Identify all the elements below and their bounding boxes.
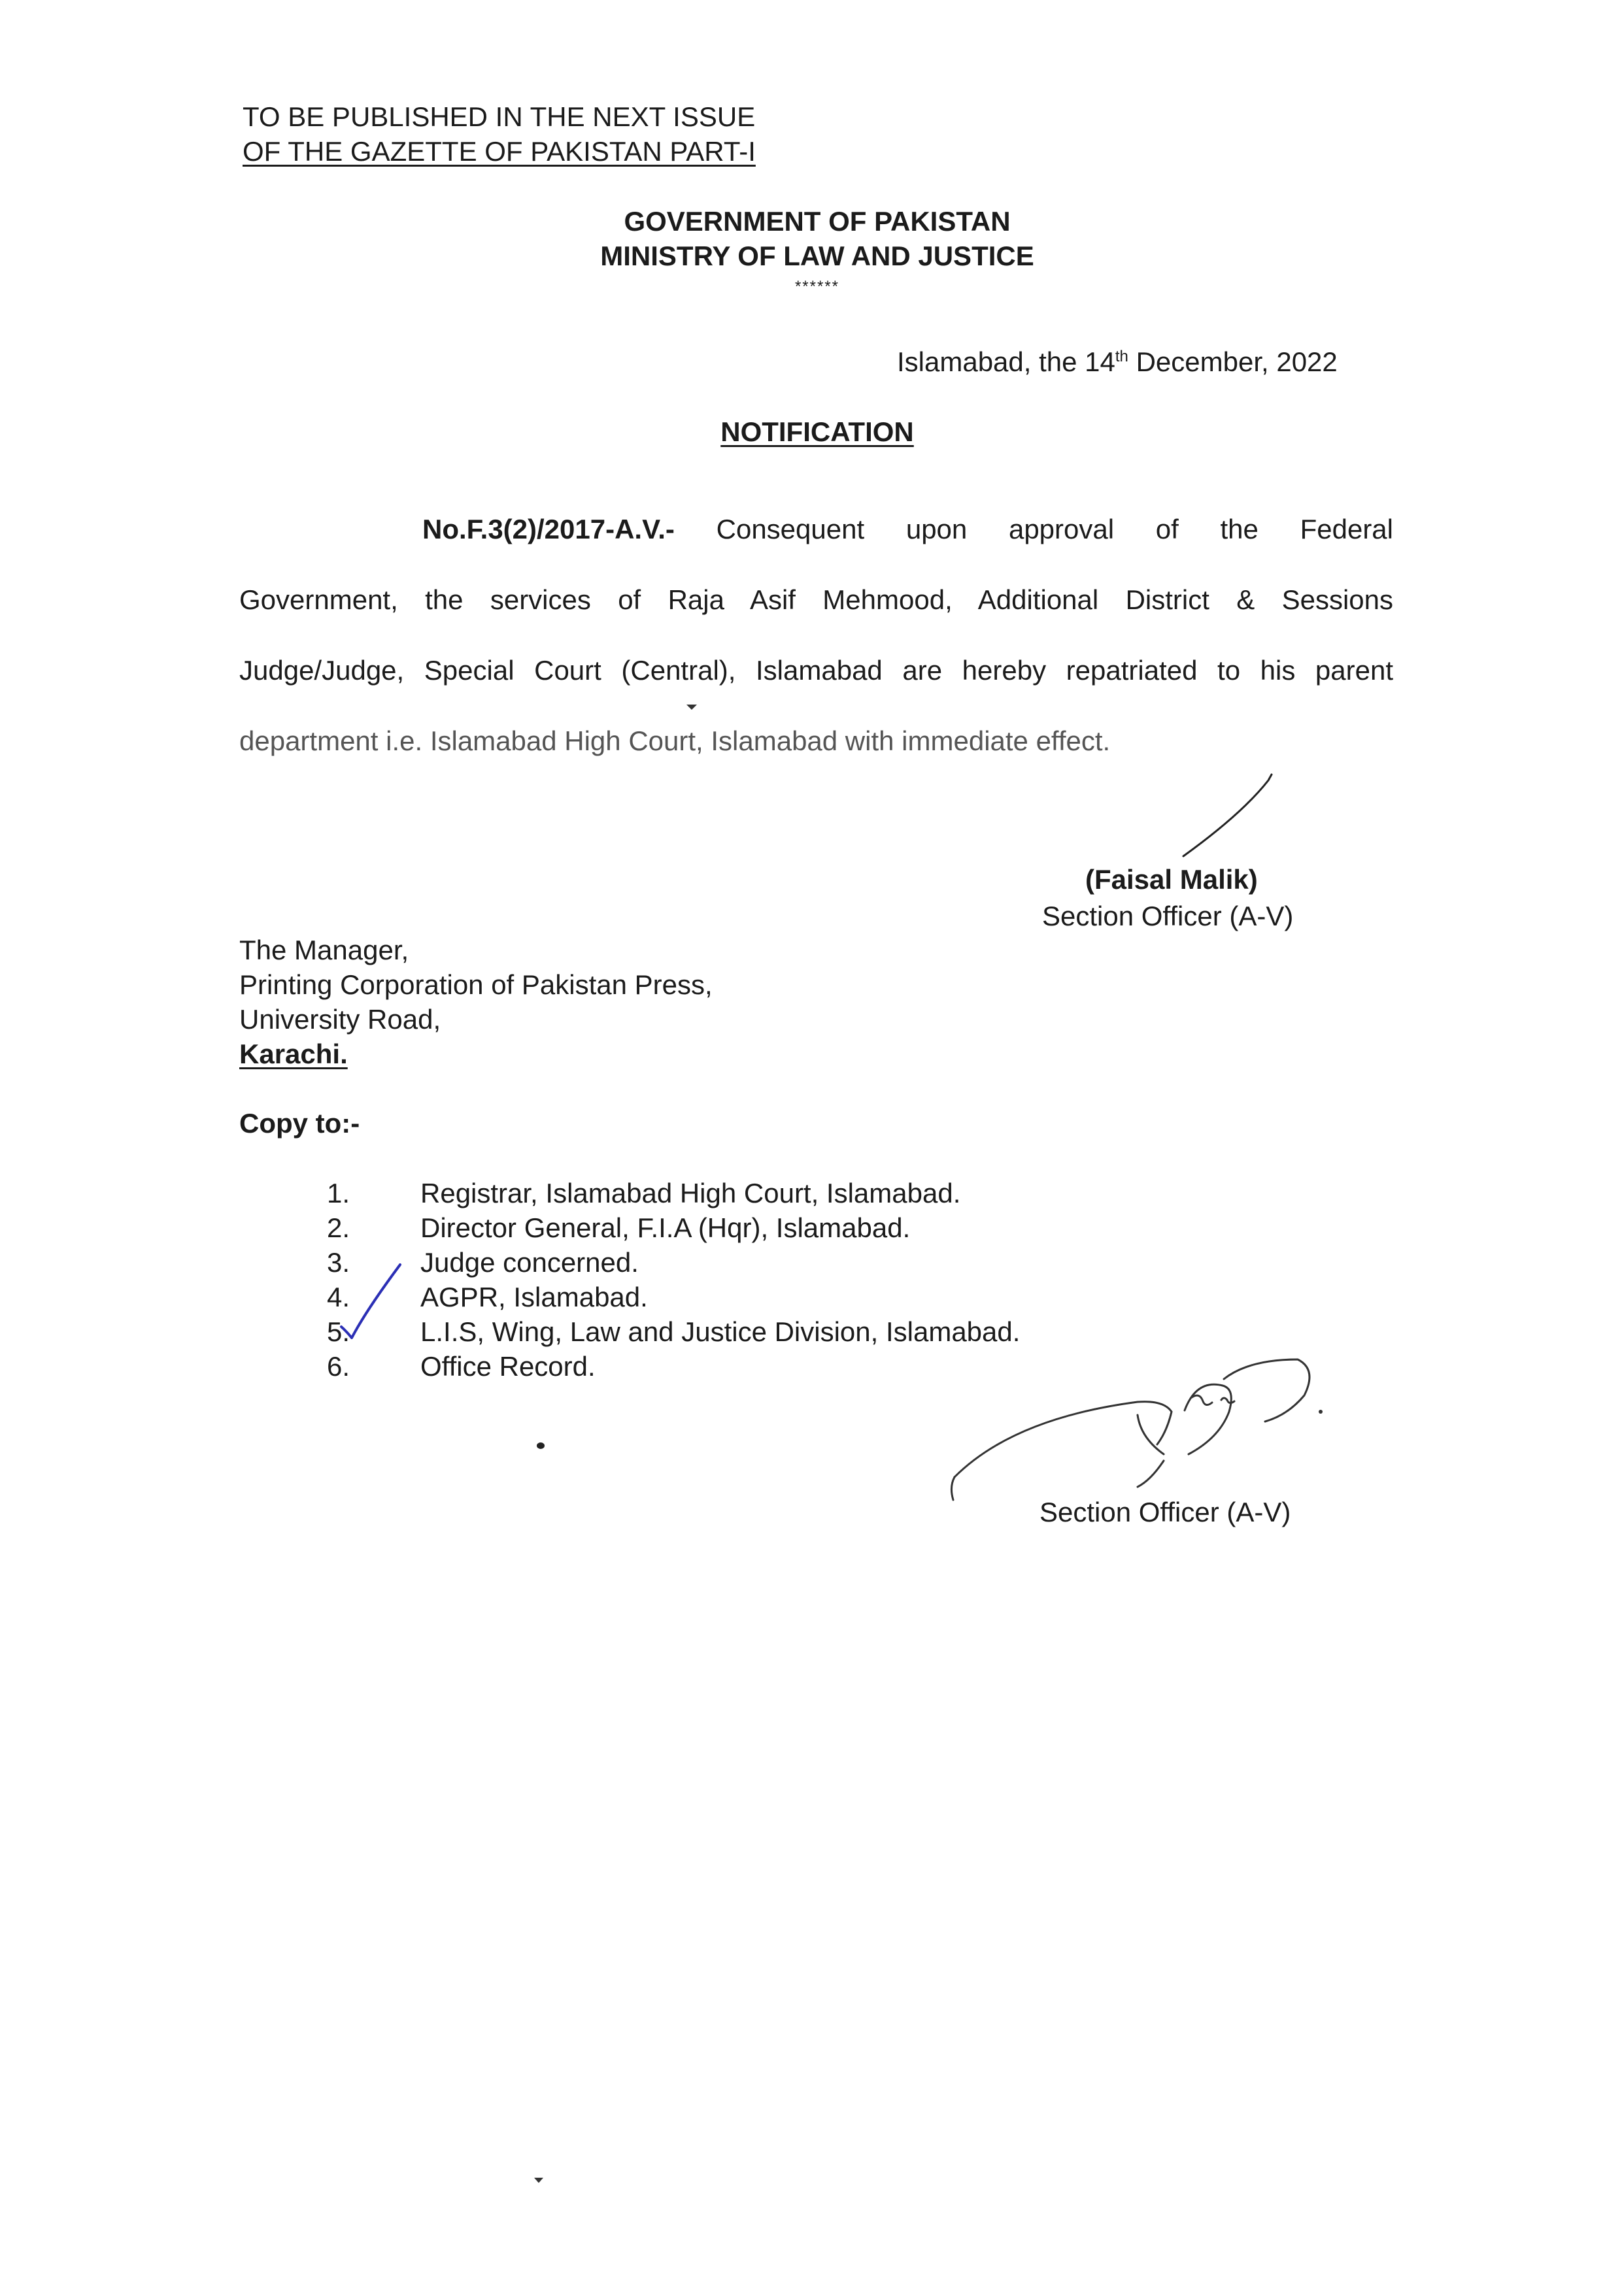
date-suffix: th	[1115, 348, 1128, 365]
scan-mark	[533, 2176, 545, 2184]
body-line-4: department i.e. Islamabad High Court, Islamabad with immediate effect.	[239, 725, 1111, 756]
list-item-number: 1.	[327, 1178, 350, 1208]
list-item-text: AGPR, Islamabad.	[420, 1282, 648, 1312]
signature-stroke	[1144, 771, 1275, 869]
header-separator: ******	[794, 278, 840, 295]
date-rest: December, 2022	[1128, 346, 1338, 377]
notification-body	[239, 510, 1393, 758]
list-item-number: 3.	[327, 1247, 350, 1278]
date-prefix: Islamabad, the 14	[897, 346, 1115, 377]
addressee-line-3: University Road,	[239, 1004, 441, 1035]
copy-to-heading: Copy to:-	[239, 1108, 360, 1139]
list-item-text: Office Record.	[420, 1351, 596, 1382]
notification-number: No.F.3(2)/2017-A.V.-	[422, 514, 675, 544]
list-item-number: 2.	[327, 1212, 350, 1243]
addressee-line-1: The Manager,	[239, 935, 409, 965]
gazette-line-1: TO BE PUBLISHED IN THE NEXT ISSUE	[243, 101, 756, 132]
list-item-text: Registrar, Islamabad High Court, Islamabad.	[420, 1178, 961, 1208]
body-line-1-text: Consequent upon approval of the Federal	[716, 514, 1393, 544]
scan-dot	[536, 1442, 545, 1450]
notification-title: NOTIFICATION	[720, 416, 914, 447]
addressee-line-2: Printing Corporation of Pakistan Press,	[239, 969, 713, 1000]
government-heading: GOVERNMENT OF PAKISTAN	[624, 206, 1011, 237]
notification-date	[897, 346, 1338, 378]
list-item-number: 4.	[327, 1282, 350, 1312]
addressee-city: Karachi.	[239, 1039, 348, 1069]
list-item-text: L.I.S, Wing, Law and Justice Division, Islamabad.	[420, 1316, 1021, 1347]
handwritten-signature	[941, 1340, 1347, 1516]
list-item-number: 5.	[327, 1316, 350, 1347]
footer-designation: Section Officer (A-V)	[1039, 1497, 1291, 1527]
body-line-2: Government, the services of Raja Asif Mehmood, Additional District & Sessions	[239, 584, 1393, 615]
list-item-text: Judge concerned.	[420, 1247, 639, 1278]
list-item-text: Director General, F.I.A (Hqr), Islamabad.	[420, 1212, 911, 1243]
scan-mark	[685, 703, 698, 712]
list-item-number: 6.	[327, 1351, 350, 1382]
check-mark-icon	[327, 1258, 412, 1356]
gazette-line-2: OF THE GAZETTE OF PAKISTAN PART-I	[243, 136, 756, 167]
signatory-name: (Faisal Malik)	[1085, 864, 1258, 895]
ministry-heading: MINISTRY OF LAW AND JUSTICE	[600, 241, 1034, 271]
body-line-1	[422, 510, 1393, 549]
body-line-3: Judge/Judge, Special Court (Central), Islamabad are hereby repatriated to his parent	[239, 655, 1393, 686]
signatory-designation: Section Officer (A-V)	[1042, 901, 1294, 931]
